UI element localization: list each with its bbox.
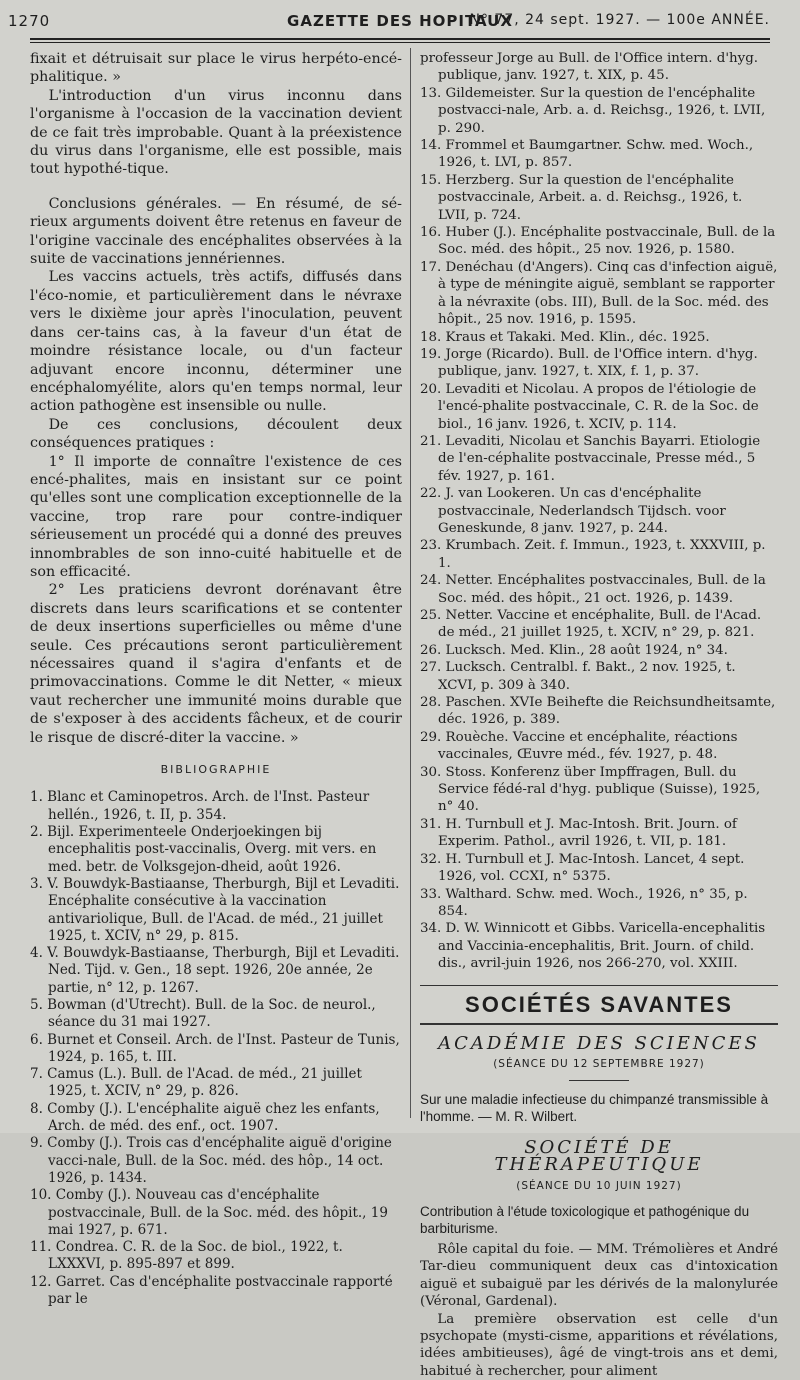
reference-item: 30. Stoss. Konferenz über Impffragen, Bull. du Service fédé-ral d'hyg. publique (Suisse), 1925, n° 40.: [420, 764, 761, 815]
section-rule: [420, 985, 778, 986]
academie-seance: (SÉANCE DU 12 SEPTEMBRE 1927): [493, 1058, 705, 1071]
societes-savantes-heading: SOCIÉTÉS SAVANTES: [465, 991, 733, 1017]
reference-item: 19. Jorge (Ricardo). Bull. de l'Office intern. d'hyg. publique, janv. 1927, t. XIX, f. 1, p. 37.: [420, 346, 758, 380]
reference-item: 11. Condrea. C. R. de la Soc. de biol., 1922, t. LXXXVI, p. 895-897 et 899.: [30, 1239, 343, 1273]
reference-item: 32. H. Turnbull et J. Mac-Intosh. Lancet, 4 sept. 1926, vol. CCXI, n° 5375.: [420, 851, 745, 885]
reference-item: 3. V. Bouwdyk-Bastiaanse, Therburgh, Bijl et Levaditi. Encéphalite consécutive à la vaccination antivariolique, Bull. de l'Acad. de méd., 21 juillet 1925, t. XCIV, n° 29, p. 815.: [30, 875, 400, 944]
reference-item: 1. Blanc et Caminopetros. Arch. de l'Inst. Pasteur hellén., 1926, t. II, p. 354.: [30, 789, 370, 823]
therapeutique-seance: (SÉANCE DU 10 JUIN 1927): [516, 1179, 682, 1192]
reference-item: 24. Netter. Encéphalites postvaccinales, Bull. de la Soc. méd. des hôpit., 21 oct. 1926, p. 1439.: [420, 573, 766, 606]
paragraph: fixait et détruisait sur place le virus herpéto-encé-phalitique. »: [30, 51, 402, 86]
page-header: [0, 8, 800, 34]
reference-item: 2. Bijl. Experimenteele Onderjoekingen bij encephalitis post-vaccinalis, Overg. mit vers. en med. betr. de Volksgejon-dheid, août 1926.: [30, 824, 377, 875]
reference-item: 26. Lucksch. Med. Klin., 28 août 1924, n° 34.: [420, 642, 728, 658]
reference-item: 9. Comby (J.). Trois cas d'encéphalite aiguë d'origine vacci-nale, Bull. de la Soc. méd. des hôp., 14 oct. 1926, p. 1434.: [30, 1135, 392, 1186]
page-number: 1270: [8, 12, 51, 30]
reference-item: 29. Rouèche. Vaccine et encéphalite, réactions vaccinales, Œuvre méd., fév. 1927, p. 48.: [420, 729, 738, 763]
conclusions-paragraph: Conclusions générales. — En résumé, de sé-rieux arguments doivent être retenus en faveur de l'origine vaccinale des encéphalites observées à la suite de vaccinations jennériennes.: [30, 195, 403, 268]
reference-item: 23. Krumbach. Zeit. f. Immun., 1923, t. XXXVIII, p. 1.: [420, 538, 766, 571]
reference-item: 33. Walthard. Schw. med. Woch., 1926, n° 35, p. 854.: [420, 886, 748, 919]
reference-item: 21. Levaditi, Nicolau et Sanchis Bayarri. Etiologie de l'en-céphalite postvaccinale, Presse méd., 5 fév. 1927, p. 161.: [420, 433, 761, 484]
academie-communication: Sur une maladie infectieuse du chimpanzé transmissible à l'homme. — M. R. Wilbert.: [420, 1091, 769, 1124]
reference-item: 13. Gildemeister. Sur la question de l'encéphalite postvacci-nale, Arb. a. d. Reichsg., 1926, t. LVII, p. 290.: [420, 85, 766, 136]
reference-item: 16. Huber (J.). Encéphalite postvaccinale, Bull. de la Soc. méd. des hôpit., 25 nov. 1926, p. 1580.: [420, 225, 776, 258]
reference-item: 17. Denéchau (d'Angers). Cinq cas d'infection aiguë, à type de méningite aiguë, semblant se rapporter à la névraxite (obs. III), Bull. de la Soc. méd. des hôpit., 25 nov. 1916, p. 1595.: [420, 259, 778, 328]
reference-item: 20. Levaditi et Nicolau. A propos de l'étiologie de l'encé-phalite postvaccinale, C. R. de la Soc. de biol., 16 janv. 1926, t. XCIV, p. 114.: [420, 381, 759, 432]
short-rule: [569, 1080, 629, 1081]
reference-item: 12. Garret. Cas d'encéphalite postvaccinale rapporté par le: [30, 1273, 393, 1308]
bibliography-heading: BIBLIOGRAPHIE: [160, 763, 272, 777]
issue-info: N° 77, 24 sept. 1927. — 100e ANNÉE.: [469, 12, 770, 28]
reference-item: 25. Netter. Vaccine et encéphalite, Bull. de l'Acad. de méd., 21 juillet 1925, t. XCIV, n° 29, p. 821.: [420, 608, 762, 641]
publication-title: GAZETTE DES HOPITAUX: [287, 12, 513, 30]
section-rule: [420, 1023, 778, 1025]
reference-item: 28. Paschen. XVIe Beihefte die Reichsundheitsamte, déc. 1926, p. 389.: [420, 695, 776, 728]
header-rule-thin: [30, 42, 770, 43]
reference-item: 4. V. Bouwdyk-Bastiaanse, Therburgh, Bijl et Levaditi. Ned. Tijd. v. Gen., 18 sept. 1926, 20e année, 2e partie, n° 12, p. 1267.: [30, 945, 400, 996]
paragraph: La première observation est celle d'un psychopate (mysti-cisme, apparitions et révélations, idées ambitieuses), âgé de vingt-trois ans et demi, habitué à rechercher, pour aliment: [420, 1311, 778, 1379]
header-rule: [30, 38, 770, 40]
therapeutique-heading: SOCIÉTÉ DE THÉRAPEUTIQUE: [494, 1136, 704, 1176]
therapeutique-communication: Contribution à l'étude toxicologique et pathogénique du barbiturisme.: [420, 1203, 750, 1236]
reference-item: 27. Lucksch. Centralbl. f. Bakt., 2 nov. 1925, t. XCVI, p. 309 à 340.: [420, 660, 736, 693]
reference-item: 34. D. W. Winnicott et Gibbs. Varicella-encephalitis and Vaccinia-encephalitis, Brit. Journ. of child. dis., avril-juin 1926, nos 266-270, vol. XXIII.: [420, 921, 766, 972]
column-divider: [410, 48, 411, 1118]
reference-item: professeur Jorge au Bull. de l'Office intern. d'hyg. publique, janv. 1927, t. XIX, p. 45.: [420, 51, 759, 84]
right-column: [420, 50, 778, 1380]
left-column: [30, 50, 402, 1308]
reference-item: 6. Burnet et Conseil. Arch. de l'Inst. Pasteur de Tunis, 1924, p. 165, t. III.: [30, 1031, 400, 1065]
reference-item: 14. Frommel et Baumgartner. Schw. med. Woch., 1926, t. LVI, p. 857.: [420, 138, 754, 171]
reference-item: 15. Herzberg. Sur la question de l'encéphalite postvaccinale, Arbeit. a. d. Reichsg., 1926, t. LVII, p. 724.: [420, 172, 743, 223]
academie-heading: ACADÉMIE DES SCIENCES: [438, 1032, 760, 1054]
reference-item: 5. Bowman (d'Utrecht). Bull. de la Soc. de neurol., séance du 31 mai 1927.: [30, 997, 376, 1031]
paragraph: 1° Il importe de connaître l'existence de ces encé-phalites, mais en insistant sur ce point qu'elles sont une complication exceptionnelle de la vaccine, trop rare pour contre-indiquer sérieusement un procédé qui a donné des preuves innombrables de son inno-cuité habituelle et de son efficacité.: [30, 453, 402, 580]
paragraph: 2° Les praticiens devront dorénavant être discrets dans leurs scarifications et se contenter de deux insertions superficielles ou même d'une seule. Ces précautions seront particulièrement nécessaires quand il s'agira d'enfants et de primovaccinations. Comme le dit Netter, « mieux vaut rechercher une immunité moins durable que de s'exposer à des accidents fâcheux, et de courir le risque de discré-diter la vaccine. »: [30, 582, 402, 746]
reference-item: 22. J. van Lookeren. Un cas d'encéphalite postvaccinale, Nederlandsch Tijdsch. voor Geneskunde, 8 janv. 1927, p. 244.: [420, 486, 726, 536]
reference-item: 18. Kraus et Takaki. Med. Klin., déc. 1925.: [420, 329, 710, 345]
bibliography-list-left: [30, 789, 402, 1308]
reference-item: 10. Comby (J.). Nouveau cas d'encéphalite postvaccinale, Bull. de la Soc. méd. des hôpit., 19 mai 1927, p. 671.: [30, 1187, 388, 1238]
paragraph: De ces conclusions, découlent deux conséquences pratiques :: [30, 416, 402, 452]
paragraph: L'introduction d'un virus inconnu dans l'organisme à l'occasion de la vaccination devient de ce fait très improbable. Quant à la préexistence du virus dans l'organisme, elle est possible, mais tout hypothé-tique.: [30, 87, 402, 178]
reference-item: 8. Comby (J.). L'encéphalite aiguë chez les enfants, Arch. de méd. des enf., oct. 1907.: [30, 1100, 380, 1135]
paragraph: Rôle capital du foie. — MM. Trémolières et André Tar-dieu communiquent deux cas d'intoxication aiguë et subaiguë par les dérivés de la malonylurée (Véronal, Gardenal).: [420, 1241, 778, 1310]
bibliography-list-right: [420, 50, 778, 973]
conclusions-label: Conclusions générales.: [48, 195, 222, 212]
paragraph: Les vaccins actuels, très actifs, diffusés dans l'éco-nomie, et particulièrement dans le névraxe vers le dixième jour après l'inoculation, peuvent dans cer-tains cas, à la faveur d'un état de moindre résistance locale, ou d'un facteur adjuvant encore inconnu, déterminer une encéphalomyélite, alors qu'en temps normal, leur action pathogène est insensible ou nulle.: [30, 269, 402, 415]
reference-item: 31. H. Turnbull et J. Mac-Intosh. Brit. Journ. of Experim. Pathol., avril 1926, t. VII, p. 181.: [420, 816, 737, 850]
reference-item: 7. Camus (L.). Bull. de l'Acad. de méd., 21 juillet 1925, t. XCIV, n° 29, p. 826.: [30, 1066, 362, 1100]
